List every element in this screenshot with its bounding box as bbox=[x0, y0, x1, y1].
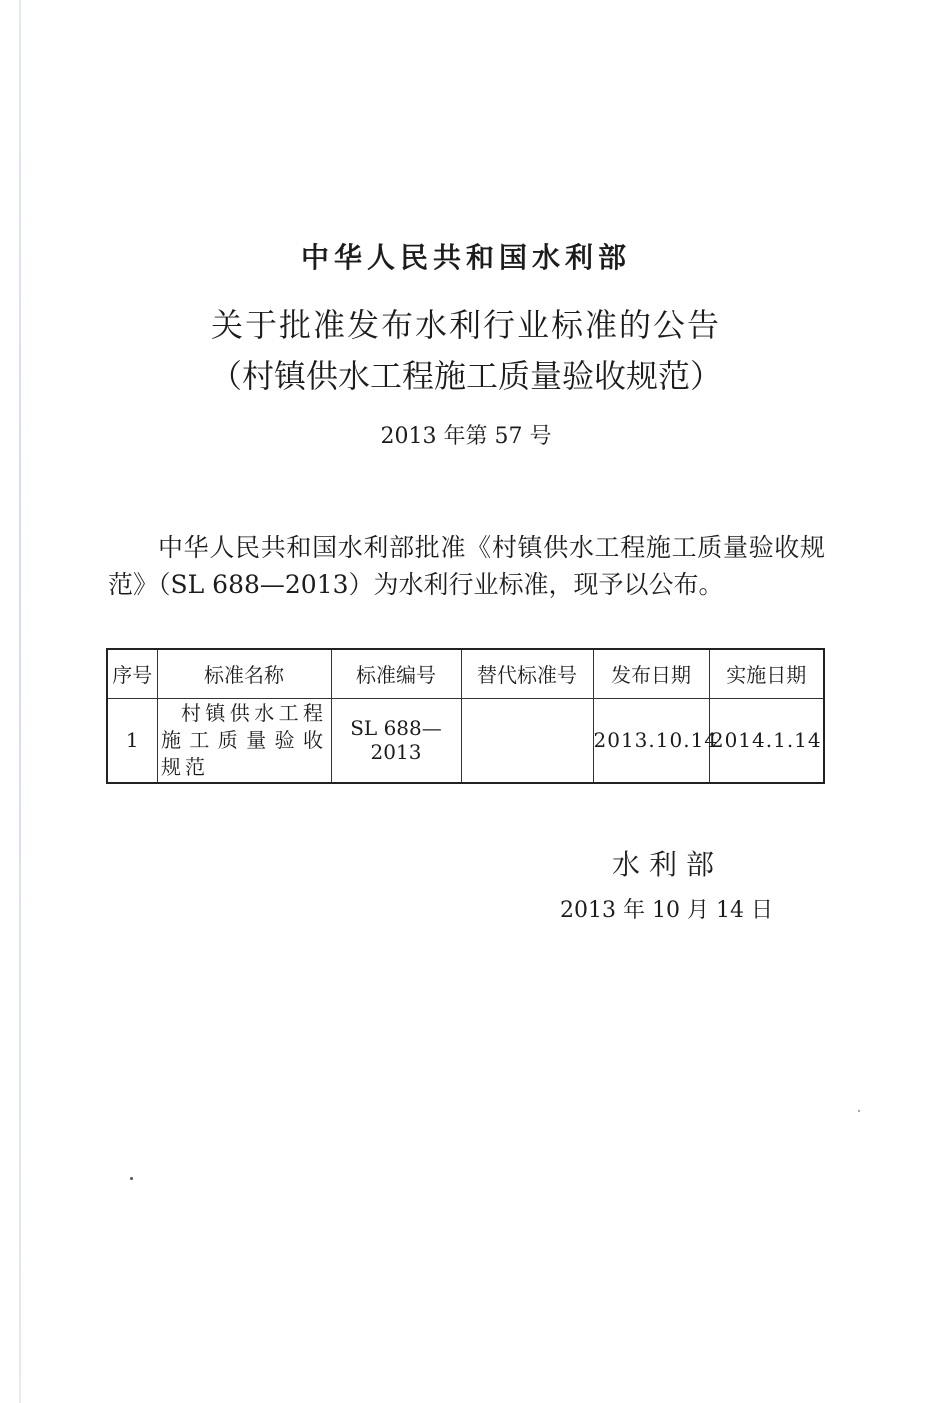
header-index: 序号 bbox=[107, 649, 157, 698]
scan-edge-line bbox=[19, 0, 21, 1403]
cell-index: 1 bbox=[107, 698, 157, 783]
standard-name: 村镇供水工程施工质量验收规范 bbox=[161, 700, 327, 779]
signature-date: 2013 年 10 月 14 日 bbox=[560, 898, 773, 923]
cell-issue-date: 2013.10.14 bbox=[593, 698, 709, 783]
header-name: 标准名称 bbox=[157, 649, 331, 698]
standards-table bbox=[106, 648, 825, 784]
header-code: 标准编号 bbox=[331, 649, 461, 698]
cell-name bbox=[157, 698, 331, 783]
scan-speck bbox=[858, 1110, 860, 1112]
signature-organization: 水利部 bbox=[612, 848, 724, 881]
scan-speck bbox=[130, 1177, 133, 1180]
table-header-row bbox=[107, 649, 824, 698]
header-effective-date: 实施日期 bbox=[709, 649, 824, 698]
cell-code: SL 688—2013 bbox=[331, 698, 461, 783]
header-replaced: 替代标准号 bbox=[461, 649, 593, 698]
document-number: 2013 年第 57 号 bbox=[380, 424, 552, 449]
announcement-body: 中华人民共和国水利部批准《村镇供水工程施工质量验收规范》（SL 688—2013）为水利行业标准，现予以公布。 bbox=[108, 533, 825, 599]
cell-replaced bbox=[461, 698, 593, 783]
header-issue-date: 发布日期 bbox=[593, 649, 709, 698]
announcement-subtitle: （村镇供水工程施工质量验收规范） bbox=[209, 357, 722, 395]
table-row bbox=[107, 698, 824, 783]
cell-effective-date: 2014.1.14 bbox=[709, 698, 824, 783]
issuer-name: 中华人民共和国水利部 bbox=[300, 241, 631, 274]
announcement-title: 关于批准发布水利行业标准的公告 bbox=[210, 306, 721, 344]
